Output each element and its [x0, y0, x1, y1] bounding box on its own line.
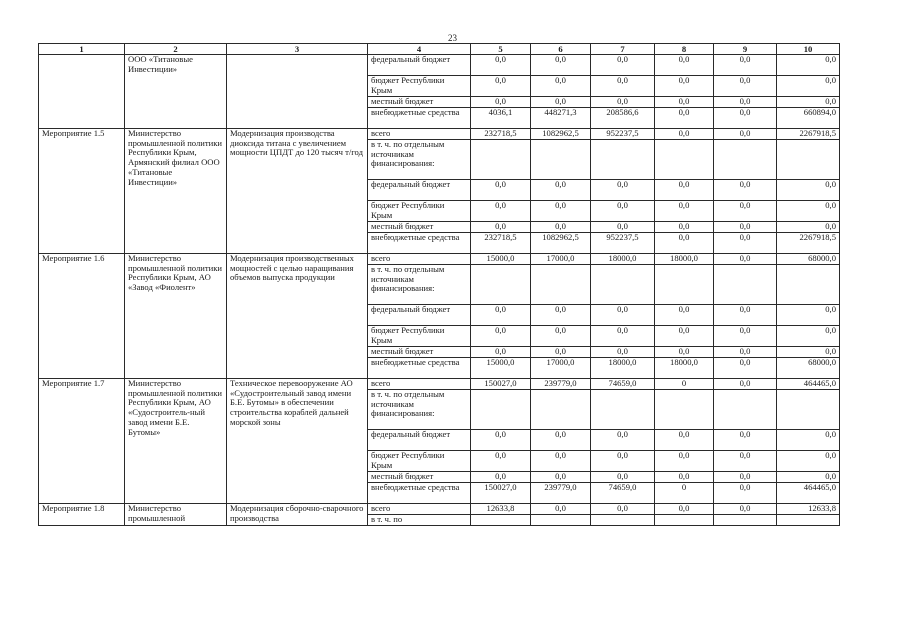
funding-source-label: в т. ч. по отдельным источникам финансирования: — [368, 265, 471, 305]
amount-cell: 74659,0 — [591, 483, 655, 504]
amount-cell: 0,0 — [471, 472, 531, 483]
amount-cell: 0,0 — [714, 180, 777, 201]
amount-cell: 0,0 — [591, 430, 655, 451]
funding-source-label: в т. ч. по отдельным источникам финансирования: — [368, 140, 471, 180]
amount-cell: 0,0 — [655, 472, 714, 483]
column-header: 5 — [471, 44, 531, 55]
amount-cell: 0,0 — [591, 347, 655, 358]
amount-cell: 68000,0 — [777, 358, 840, 379]
amount-cell: 0,0 — [531, 180, 591, 201]
amount-cell: 0,0 — [471, 97, 531, 108]
amount-cell: 0,0 — [471, 180, 531, 201]
amount-cell: 0,0 — [531, 326, 591, 347]
amount-cell: 0,0 — [714, 76, 777, 97]
amount-cell: 0,0 — [531, 76, 591, 97]
funding-source-label: внебюджетные средства — [368, 358, 471, 379]
amount-cell: 0,0 — [531, 472, 591, 483]
funding-source-label: федеральный бюджет — [368, 55, 471, 76]
column-header: 7 — [591, 44, 655, 55]
amount-cell — [471, 390, 531, 430]
amount-cell: 12633,8 — [471, 504, 531, 515]
amount-cell: 0,0 — [714, 326, 777, 347]
amount-cell: 18000,0 — [591, 358, 655, 379]
amount-cell — [777, 515, 840, 526]
amount-cell: 0,0 — [531, 347, 591, 358]
amount-cell: 74659,0 — [591, 379, 655, 390]
amount-cell: 0,0 — [531, 451, 591, 472]
financing-table — [38, 43, 840, 526]
executor-cell: Министерство промышленной политики Республики Крым, Армянский филиал ООО «Титановые Инвестиции» — [125, 129, 227, 254]
funding-source-label: федеральный бюджет — [368, 430, 471, 451]
amount-cell: 0,0 — [714, 472, 777, 483]
amount-cell: 18000,0 — [591, 254, 655, 265]
amount-cell: 0,0 — [714, 222, 777, 233]
measure-description-cell: Техническое перевооружение АО «Судостроительный завод имени Б.Е. Бутомы» в обеспечении строительства кораблей дальней морской зоны — [227, 379, 368, 504]
column-header: 2 — [125, 44, 227, 55]
amount-cell: 68000,0 — [777, 254, 840, 265]
amount-cell: 0,0 — [777, 305, 840, 326]
amount-cell: 18000,0 — [655, 254, 714, 265]
amount-cell: 0,0 — [655, 305, 714, 326]
amount-cell: 0,0 — [777, 76, 840, 97]
amount-cell: 0,0 — [591, 55, 655, 76]
amount-cell: 0,0 — [531, 201, 591, 222]
amount-cell: 0,0 — [531, 97, 591, 108]
column-header: 3 — [227, 44, 368, 55]
amount-cell — [591, 265, 655, 305]
amount-cell: 0,0 — [714, 305, 777, 326]
column-header: 1 — [39, 44, 125, 55]
amount-cell: 0,0 — [777, 201, 840, 222]
funding-source-label: всего — [368, 254, 471, 265]
amount-cell: 0,0 — [714, 358, 777, 379]
amount-cell: 0,0 — [591, 326, 655, 347]
measure-id-cell: Мероприятие 1.7 — [39, 379, 125, 504]
funding-source-label: местный бюджет — [368, 347, 471, 358]
table-row — [39, 55, 840, 76]
measure-description-cell: Модернизация производственных мощностей с целью наращивания объемов выпуска продукции — [227, 254, 368, 379]
amount-cell: 0,0 — [714, 55, 777, 76]
amount-cell: 17000,0 — [531, 358, 591, 379]
measure-id-cell: Мероприятие 1.6 — [39, 254, 125, 379]
amount-cell: 0,0 — [777, 55, 840, 76]
amount-cell: 0,0 — [531, 305, 591, 326]
amount-cell: 0,0 — [591, 451, 655, 472]
column-number-row — [39, 44, 840, 55]
amount-cell: 0,0 — [591, 222, 655, 233]
amount-cell: 952237,5 — [591, 129, 655, 140]
amount-cell: 0,0 — [714, 233, 777, 254]
amount-cell: 0,0 — [655, 326, 714, 347]
amount-cell: 0,0 — [591, 504, 655, 515]
amount-cell — [714, 515, 777, 526]
amount-cell — [777, 140, 840, 180]
amount-cell — [714, 265, 777, 305]
amount-cell: 0,0 — [655, 55, 714, 76]
executor-cell: Министерство промышленной — [125, 504, 227, 526]
funding-source-label: местный бюджет — [368, 472, 471, 483]
amount-cell: 1082962,5 — [531, 233, 591, 254]
amount-cell: 0,0 — [471, 347, 531, 358]
amount-cell: 0 — [655, 379, 714, 390]
table-row — [39, 504, 840, 515]
amount-cell: 0,0 — [471, 201, 531, 222]
funding-source-label: бюджет Республики Крым — [368, 201, 471, 222]
amount-cell — [531, 390, 591, 430]
amount-cell: 0,0 — [655, 108, 714, 129]
amount-cell: 0,0 — [777, 326, 840, 347]
amount-cell: 2267918,5 — [777, 129, 840, 140]
amount-cell: 0,0 — [714, 201, 777, 222]
amount-cell: 0,0 — [531, 430, 591, 451]
column-header: 4 — [368, 44, 471, 55]
amount-cell: 0,0 — [655, 504, 714, 515]
funding-source-label: внебюджетные средства — [368, 483, 471, 504]
amount-cell: 0,0 — [777, 451, 840, 472]
amount-cell: 0,0 — [777, 180, 840, 201]
amount-cell: 0,0 — [777, 472, 840, 483]
amount-cell: 952237,5 — [591, 233, 655, 254]
amount-cell: 0,0 — [471, 76, 531, 97]
amount-cell: 0,0 — [655, 430, 714, 451]
amount-cell — [591, 390, 655, 430]
amount-cell: 15000,0 — [471, 358, 531, 379]
amount-cell: 0,0 — [655, 180, 714, 201]
executor-cell: Министерство промышленной политики Республики Крым, АО «Завод «Фиолент» — [125, 254, 227, 379]
amount-cell — [655, 265, 714, 305]
funding-source-label: внебюджетные средства — [368, 233, 471, 254]
amount-cell — [655, 390, 714, 430]
amount-cell: 0,0 — [471, 326, 531, 347]
amount-cell: 0,0 — [591, 97, 655, 108]
amount-cell: 0,0 — [714, 379, 777, 390]
funding-source-label: местный бюджет — [368, 97, 471, 108]
amount-cell — [655, 140, 714, 180]
measure-description-cell: Модернизация сборочно-сварочного производства — [227, 504, 368, 526]
amount-cell: 464465,0 — [777, 379, 840, 390]
amount-cell: 0,0 — [471, 305, 531, 326]
amount-cell — [714, 140, 777, 180]
table-body — [39, 55, 840, 526]
amount-cell: 0,0 — [655, 222, 714, 233]
amount-cell: 0,0 — [714, 504, 777, 515]
amount-cell: 448271,3 — [531, 108, 591, 129]
column-header: 9 — [714, 44, 777, 55]
amount-cell: 0,0 — [777, 347, 840, 358]
amount-cell — [714, 390, 777, 430]
funding-source-label: бюджет Республики Крым — [368, 326, 471, 347]
amount-cell: 4036,1 — [471, 108, 531, 129]
funding-source-label: в т. ч. по — [368, 515, 471, 526]
amount-cell: 0,0 — [471, 55, 531, 76]
amount-cell: 0,0 — [471, 430, 531, 451]
amount-cell — [471, 265, 531, 305]
amount-cell: 0,0 — [714, 129, 777, 140]
amount-cell: 0,0 — [591, 180, 655, 201]
measure-description-cell: Модернизация производства диоксида титана с увеличением мощности ЦПДТ до 120 тысяч т/год — [227, 129, 368, 254]
amount-cell: 0,0 — [591, 305, 655, 326]
amount-cell: 239779,0 — [531, 379, 591, 390]
column-header: 10 — [777, 44, 840, 55]
amount-cell: 660894,0 — [777, 108, 840, 129]
amount-cell: 0,0 — [714, 451, 777, 472]
amount-cell: 0,0 — [714, 97, 777, 108]
amount-cell: 0,0 — [471, 451, 531, 472]
amount-cell: 0,0 — [591, 76, 655, 97]
amount-cell — [591, 140, 655, 180]
funding-source-label: федеральный бюджет — [368, 305, 471, 326]
amount-cell — [655, 515, 714, 526]
amount-cell: 0,0 — [655, 451, 714, 472]
amount-cell: 0,0 — [531, 55, 591, 76]
amount-cell: 0,0 — [655, 129, 714, 140]
amount-cell: 150027,0 — [471, 483, 531, 504]
amount-cell — [531, 140, 591, 180]
amount-cell: 0,0 — [714, 430, 777, 451]
amount-cell — [777, 265, 840, 305]
amount-cell: 1082962,5 — [531, 129, 591, 140]
funding-source-label: всего — [368, 379, 471, 390]
amount-cell: 0,0 — [655, 97, 714, 108]
executor-cell: Министерство промышленной политики Республики Крым, АО «Судостроитель-ный завод имени Б.Е. Бутомы» — [125, 379, 227, 504]
amount-cell — [531, 265, 591, 305]
table-row — [39, 254, 840, 265]
measure-id-cell: Мероприятие 1.5 — [39, 129, 125, 254]
amount-cell — [471, 515, 531, 526]
amount-cell: 232718,5 — [471, 129, 531, 140]
amount-cell: 232718,5 — [471, 233, 531, 254]
amount-cell: 0,0 — [471, 222, 531, 233]
measure-id-cell: Мероприятие 1.8 — [39, 504, 125, 526]
amount-cell: 0,0 — [777, 222, 840, 233]
amount-cell: 0,0 — [777, 97, 840, 108]
table-row — [39, 379, 840, 390]
column-header: 6 — [531, 44, 591, 55]
amount-cell: 0,0 — [655, 76, 714, 97]
measure-description-cell — [227, 55, 368, 129]
funding-source-label: бюджет Республики Крым — [368, 76, 471, 97]
amount-cell: 2267918,5 — [777, 233, 840, 254]
executor-cell: ООО «Титановые Инвестиции» — [125, 55, 227, 129]
amount-cell: 0,0 — [591, 201, 655, 222]
measure-id-cell-empty — [39, 55, 125, 129]
amount-cell — [591, 515, 655, 526]
funding-source-label: в т. ч. по отдельным источникам финансирования: — [368, 390, 471, 430]
amount-cell: 17000,0 — [531, 254, 591, 265]
table-row — [39, 129, 840, 140]
funding-source-label: федеральный бюджет — [368, 180, 471, 201]
amount-cell: 464465,0 — [777, 483, 840, 504]
amount-cell: 0,0 — [714, 108, 777, 129]
amount-cell: 0,0 — [531, 504, 591, 515]
amount-cell — [471, 140, 531, 180]
amount-cell: 0,0 — [714, 347, 777, 358]
funding-source-label: местный бюджет — [368, 222, 471, 233]
amount-cell: 0,0 — [714, 254, 777, 265]
funding-source-label: бюджет Республики Крым — [368, 451, 471, 472]
amount-cell: 0,0 — [591, 472, 655, 483]
amount-cell: 0,0 — [655, 233, 714, 254]
amount-cell: 0,0 — [655, 201, 714, 222]
amount-cell: 0,0 — [777, 430, 840, 451]
amount-cell: 0,0 — [714, 483, 777, 504]
amount-cell: 0,0 — [531, 222, 591, 233]
funding-source-label: всего — [368, 129, 471, 140]
amount-cell — [777, 390, 840, 430]
amount-cell: 0,0 — [655, 347, 714, 358]
funding-source-label: всего — [368, 504, 471, 515]
amount-cell: 208586,6 — [591, 108, 655, 129]
amount-cell: 0 — [655, 483, 714, 504]
column-header: 8 — [655, 44, 714, 55]
funding-source-label: внебюджетные средства — [368, 108, 471, 129]
amount-cell: 150027,0 — [471, 379, 531, 390]
amount-cell: 12633,8 — [777, 504, 840, 515]
amount-cell: 15000,0 — [471, 254, 531, 265]
page-number: 23 — [448, 33, 457, 43]
amount-cell: 18000,0 — [655, 358, 714, 379]
amount-cell — [531, 515, 591, 526]
amount-cell: 239779,0 — [531, 483, 591, 504]
